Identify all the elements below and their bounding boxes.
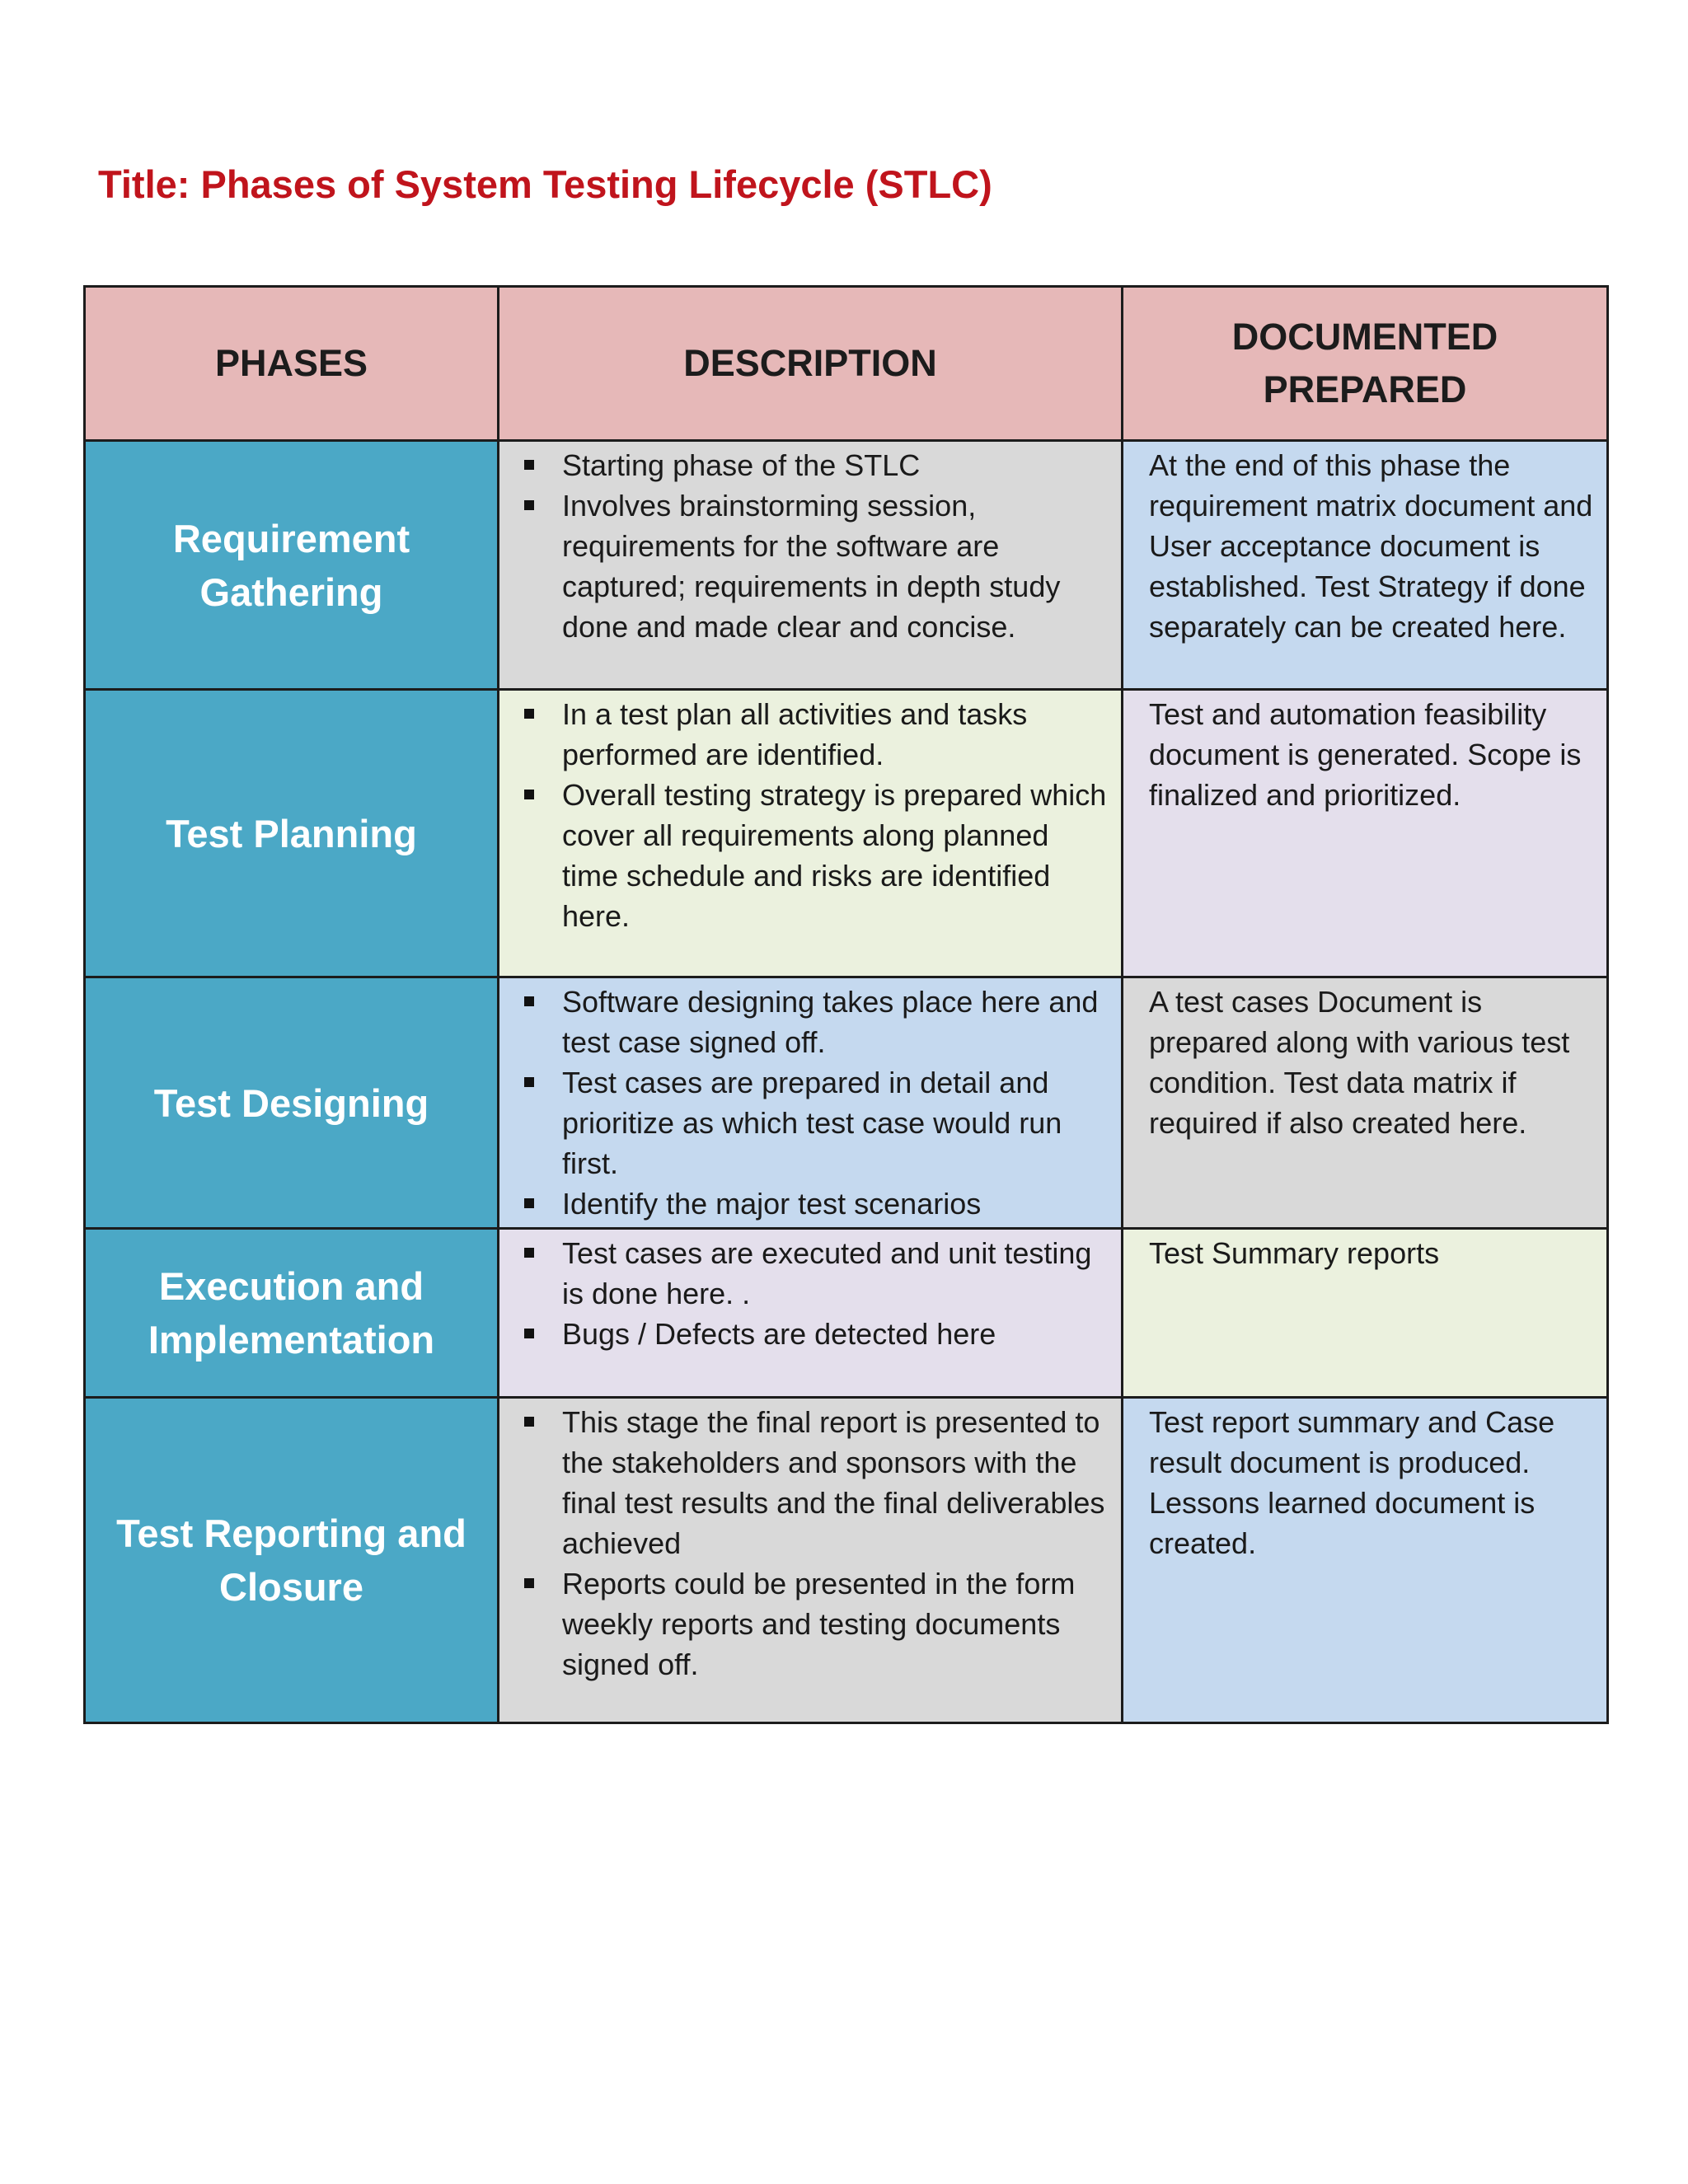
list-item: In a test plan all activities and tasks performed are identified.	[524, 694, 1109, 775]
phase-label: Test Planning	[166, 811, 417, 855]
documented-cell	[1123, 1398, 1608, 1723]
list-item: Test cases are prepared in detail and prioritize as which test case would run first.	[524, 1062, 1109, 1183]
table-row	[85, 977, 1608, 1229]
phase-cell	[85, 977, 499, 1229]
table-row	[85, 1229, 1608, 1398]
square-bullet-icon	[524, 500, 534, 510]
square-bullet-icon	[524, 1578, 534, 1588]
phase-cell	[85, 1398, 499, 1723]
square-bullet-icon	[524, 1077, 534, 1087]
phase-label: Requirement Gathering	[172, 516, 410, 614]
description-list	[499, 1230, 1121, 1357]
square-bullet-icon	[524, 1417, 534, 1427]
description-list	[499, 1399, 1121, 1688]
documented-cell	[1123, 977, 1608, 1229]
documented-text: Test report summary and Case result document is produced. Lessons learned document is created.	[1149, 1405, 1555, 1560]
list-item: Overall testing strategy is prepared which cover all requirements along planned time schedule and risks are identified here.	[524, 775, 1109, 936]
list-item: Software designing takes place here and test case signed off.	[524, 982, 1109, 1062]
header-documented-prepared	[1123, 287, 1608, 441]
phase-label: Execution and Implementation	[148, 1264, 435, 1361]
table-row	[85, 441, 1608, 690]
square-bullet-icon	[524, 1248, 534, 1258]
documented-text: At the end of this phase the requirement matrix document and User acceptance document is established. Test Strategy if done separately can be created here.	[1149, 448, 1593, 644]
list-item: Bugs / Defects are detected here	[524, 1314, 1109, 1354]
list-item: This stage the final report is presented to the stakeholders and sponsors with the final test results and the final deliverables achieved	[524, 1402, 1109, 1563]
phase-cell	[85, 690, 499, 977]
phase-label: Test Designing	[153, 1080, 429, 1125]
description-cell	[499, 690, 1123, 977]
description-cell	[499, 977, 1123, 1229]
list-item: Involves brainstorming session, requirements for the software are captured; requirements in depth study done and made clear and concise.	[524, 485, 1109, 647]
documented-cell	[1123, 690, 1608, 977]
square-bullet-icon	[524, 1329, 534, 1338]
phase-cell	[85, 1229, 499, 1398]
list-item: Identify the major test scenarios	[524, 1183, 1109, 1224]
page-title: Title: Phases of System Testing Lifecycle (STLC)	[98, 162, 992, 206]
header-documented-label: DOCUMENTED PREPARED	[1231, 316, 1498, 410]
list-item: Test cases are executed and unit testing is done here. .	[524, 1233, 1109, 1314]
square-bullet-icon	[524, 460, 534, 470]
description-list	[499, 691, 1121, 940]
documented-text: A test cases Document is prepared along with various test condition. Test data matrix if required if also created here.	[1149, 985, 1570, 1140]
description-list	[499, 442, 1121, 650]
list-item: Reports could be presented in the form weekly reports and testing documents signed off.	[524, 1563, 1109, 1685]
documented-text: Test and automation feasibility document is generated. Scope is finalized and prioritized.	[1149, 697, 1582, 812]
square-bullet-icon	[524, 1198, 534, 1208]
table-row	[85, 690, 1608, 977]
description-cell	[499, 1229, 1123, 1398]
table-header-row	[85, 287, 1608, 441]
description-cell	[499, 1398, 1123, 1723]
header-phases: PHASES	[85, 287, 499, 441]
phase-cell	[85, 441, 499, 690]
square-bullet-icon	[524, 709, 534, 719]
stlc-phases-table	[83, 285, 1609, 1724]
description-cell	[499, 441, 1123, 690]
phase-label: Test Reporting and Closure	[116, 1511, 467, 1609]
header-description: DESCRIPTION	[499, 287, 1123, 441]
square-bullet-icon	[524, 790, 534, 799]
description-list	[499, 978, 1121, 1227]
square-bullet-icon	[524, 996, 534, 1006]
table-row	[85, 1398, 1608, 1723]
documented-cell	[1123, 441, 1608, 690]
list-item: Starting phase of the STLC	[524, 445, 1109, 485]
documented-cell	[1123, 1229, 1608, 1398]
documented-text: Test Summary reports	[1149, 1236, 1440, 1270]
